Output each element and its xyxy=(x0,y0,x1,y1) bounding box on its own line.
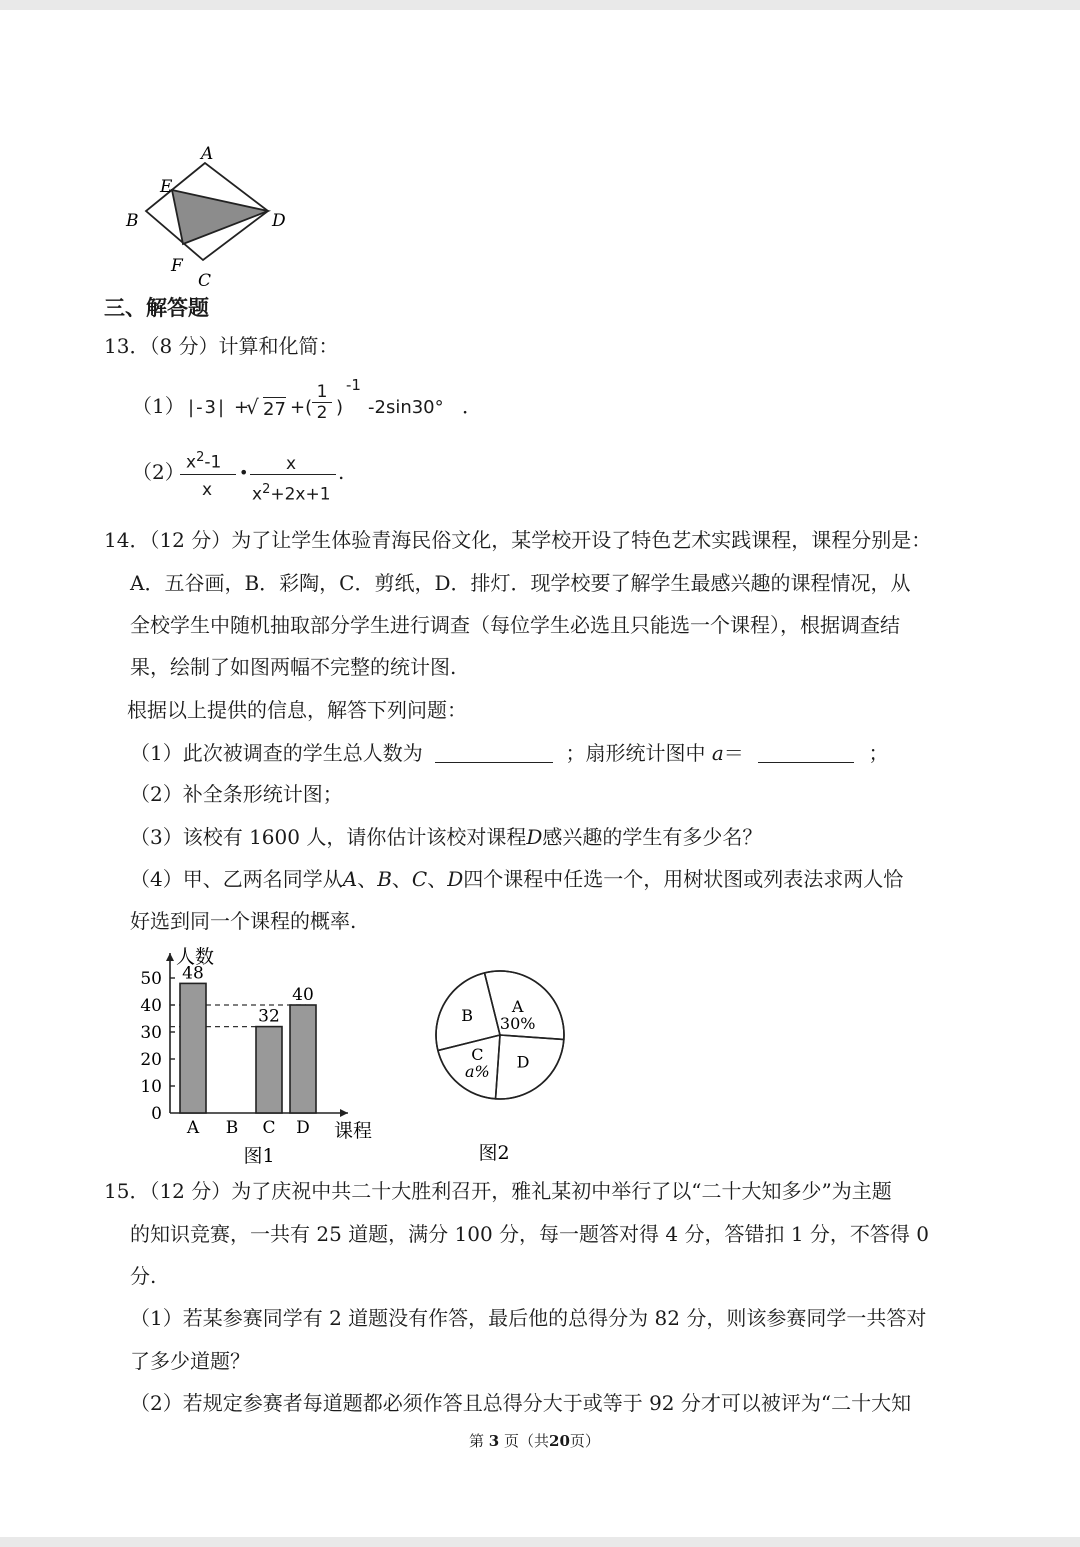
section-title: 三、解答题 xyxy=(104,295,209,320)
label-a: A xyxy=(201,144,214,164)
q14-sub4-c: C xyxy=(411,867,428,891)
q14-sub4-sep2: 、 xyxy=(391,867,412,891)
q13-p2-den2-rest: +2x+1 xyxy=(270,484,331,505)
q13-p2-num1-exp: 2 xyxy=(196,450,205,465)
q14-sub4-sep1: 、 xyxy=(357,867,378,891)
x-axis-title: 课程 xyxy=(334,1120,373,1142)
q15-sub2: （2）若规定参赛者每道题都必须作答且总得分大于或等于 92 分才可以被评为“二十大知 xyxy=(130,1391,912,1415)
y-axis-arrow xyxy=(166,953,174,961)
bar-value-label: 48 xyxy=(182,963,204,984)
exam-page xyxy=(0,10,1080,1537)
chart-caption: 图1 xyxy=(243,1145,275,1167)
q15-number: 15． xyxy=(104,1179,150,1203)
q13-points: （8 分） xyxy=(149,334,219,358)
q13-p1-fraction xyxy=(312,382,332,423)
q14-sub4-line-2: 好选到同一个课程的概率. xyxy=(130,909,357,933)
q13-p2-fraction2 xyxy=(250,450,336,506)
q14-sub1-end: ； xyxy=(868,741,889,765)
q14-line-3: 全校学生中随机抽取部分学生进行调查（每位学生必选且只能选一个课程），根据调查结 xyxy=(130,613,900,637)
q13-p2-label: （2） xyxy=(132,460,185,484)
q13-p1-frac-num: 1 xyxy=(316,382,328,402)
q13-p2-dot: • xyxy=(239,463,249,482)
shaded-triangle-edf xyxy=(172,190,268,244)
q14-sub4-a: A xyxy=(342,867,358,891)
q13-p1-sqrt-sign: √ xyxy=(246,395,259,419)
geometry-figure xyxy=(120,140,300,290)
y-tick-label: 10 xyxy=(140,1077,162,1097)
q13-p2-num2: x xyxy=(286,454,297,474)
q14-sub4-sep3: 、 xyxy=(427,867,448,891)
q14-sub4-text-b: 四个课程中任选一个，用树状图或列表法求两人恰 xyxy=(463,867,904,891)
q14-sub1-text-a: （1）此次被调查的学生总人数为 xyxy=(130,741,423,765)
q14-sub1-text-b: ；扇形统计图中 xyxy=(565,741,706,765)
x-tick-label: A xyxy=(186,1118,200,1138)
q14-sub3 xyxy=(130,827,762,847)
q13-p1-plus1: + xyxy=(234,397,250,418)
q15-line-1 xyxy=(104,1181,892,1201)
bar-chart xyxy=(120,935,390,1167)
q13-p2-den1: x xyxy=(202,480,213,500)
pie-chart xyxy=(420,955,580,1165)
q14-sub4 xyxy=(130,869,903,889)
answer-blank-a[interactable] xyxy=(758,742,854,763)
y-tick-label: 30 xyxy=(140,1023,162,1043)
q15-sub1-line-1: （1）若某参赛同学有 2 道题没有作答，最后他的总得分为 82 分，则该参赛同学一共答对 xyxy=(130,1306,927,1330)
q13-p1-label: （1） xyxy=(132,394,185,418)
q13-p2-num1 xyxy=(186,450,221,473)
q14-line-1 xyxy=(104,530,931,550)
pie-slice-label: B xyxy=(461,1006,473,1026)
q15-points: （12 分） xyxy=(149,1179,232,1203)
q13-p2-den2-base: x xyxy=(252,484,263,505)
pie-slice-d xyxy=(496,1035,564,1099)
x-axis-arrow xyxy=(340,1109,348,1117)
label-e: E xyxy=(160,177,173,197)
x-tick-label: B xyxy=(225,1118,239,1138)
q14-sub3-text-b: 感兴趣的学生有多少名？ xyxy=(542,825,763,849)
q14-sub4-b: B xyxy=(377,867,392,891)
chart-caption: 图2 xyxy=(478,1142,510,1164)
q14-sub1 xyxy=(130,742,888,763)
pie-slice-label: A xyxy=(511,996,524,1016)
fraction-bar xyxy=(180,474,236,475)
q13-p1-close-paren: ) xyxy=(336,397,344,418)
q14-text-1: 为了让学生体验青海民俗文化，某学校开设了特色艺术实践课程，课程分别是： xyxy=(231,528,932,552)
bar-value-label: 32 xyxy=(258,1006,280,1027)
q14-sub1-var: a xyxy=(711,741,724,765)
q13-p2-num1-base: x xyxy=(186,452,197,473)
q13-p2-den2-exp: 2 xyxy=(262,482,271,497)
pie-slice-label: C xyxy=(471,1044,484,1064)
q13-header xyxy=(104,336,339,356)
q14-sub3-text-a: （3）该校有 1600 人，请你估计该校对课程 xyxy=(130,825,527,849)
pie-slice-value: a% xyxy=(464,1061,490,1081)
label-d: D xyxy=(272,211,286,231)
q13-prompt: 计算和化简： xyxy=(218,334,339,358)
q14-line-5: 根据以上提供的信息，解答下列问题： xyxy=(127,698,467,722)
q15-line-3: 分. xyxy=(130,1264,157,1288)
x-tick-label: D xyxy=(296,1118,310,1138)
q14-sub4-text-a: （4）甲、乙两名同学从 xyxy=(130,867,343,891)
x-tick-label: C xyxy=(262,1118,276,1138)
q15-sub1-line-2: 了多少道题？ xyxy=(130,1349,250,1373)
q13-p2-fraction1 xyxy=(180,450,236,500)
footer-total-pages: 20 xyxy=(549,1432,570,1450)
q13-p1-exponent: -1 xyxy=(346,376,361,394)
q14-sub1-eq: ＝ xyxy=(723,741,744,765)
q15-line-2: 的知识竞赛，一共有 25 道题，满分 100 分，每一题答对得 4 分，答错扣 1 分，不答得 0 xyxy=(130,1222,930,1246)
footer-mid: 页（共 xyxy=(504,1432,550,1450)
bar-d xyxy=(290,1005,316,1113)
pie-slice-label: D xyxy=(516,1052,530,1072)
label-b: B xyxy=(126,211,139,231)
y-tick-label: 0 xyxy=(151,1104,162,1124)
q13-p1-radicand: 27 xyxy=(263,399,286,420)
q13-p1-plus2: +( xyxy=(290,397,313,418)
q14-line-2: A．五谷画，B．彩陶，C．剪纸，D．排灯．现学校要了解学生最感兴趣的课程情况，从 xyxy=(130,571,911,595)
label-f: F xyxy=(171,256,183,276)
page-footer xyxy=(469,1430,600,1451)
y-tick-label: 50 xyxy=(140,969,162,989)
q13-number: 13． xyxy=(104,334,150,358)
q13-p1-end: ． xyxy=(462,394,482,418)
y-axis-title: 人数 xyxy=(176,946,215,968)
q13-p1-frac-den: 2 xyxy=(316,403,328,423)
footer-post: 页） xyxy=(569,1432,600,1450)
q14-sub2: （2）补全条形统计图； xyxy=(130,782,343,806)
q13-p2-end: . xyxy=(338,460,345,484)
footer-pre: 第 xyxy=(469,1432,485,1450)
fraction-bar xyxy=(250,474,336,475)
q13-p1-tail: -2sin30° xyxy=(368,397,444,418)
q15-text-1: 为了庆祝中共二十大胜利召开，雅礼某初中举行了以“二十大知多少”为主题 xyxy=(231,1179,892,1203)
bar-a xyxy=(180,983,206,1113)
y-tick-label: 20 xyxy=(140,1050,162,1070)
label-c: C xyxy=(198,271,212,290)
bar-c xyxy=(256,1027,282,1113)
q14-points: （12 分） xyxy=(149,528,232,552)
q14-sub4-d: D xyxy=(447,867,464,891)
q13-p2-num1-rest: -1 xyxy=(204,452,222,473)
answer-blank-total[interactable] xyxy=(435,742,553,763)
bar-value-label: 40 xyxy=(292,985,314,1005)
q14-sub3-var: D xyxy=(526,825,543,849)
q13-p1-abs: |-3| xyxy=(188,397,227,418)
footer-page-number: 3 xyxy=(488,1432,500,1450)
q14-number: 14． xyxy=(104,528,150,552)
y-tick-label: 40 xyxy=(140,996,162,1016)
pie-slice-value: 30% xyxy=(499,1013,536,1033)
q14-line-4: 果，绘制了如图两幅不完整的统计图. xyxy=(130,655,457,679)
q13-p2-den2 xyxy=(252,482,331,505)
